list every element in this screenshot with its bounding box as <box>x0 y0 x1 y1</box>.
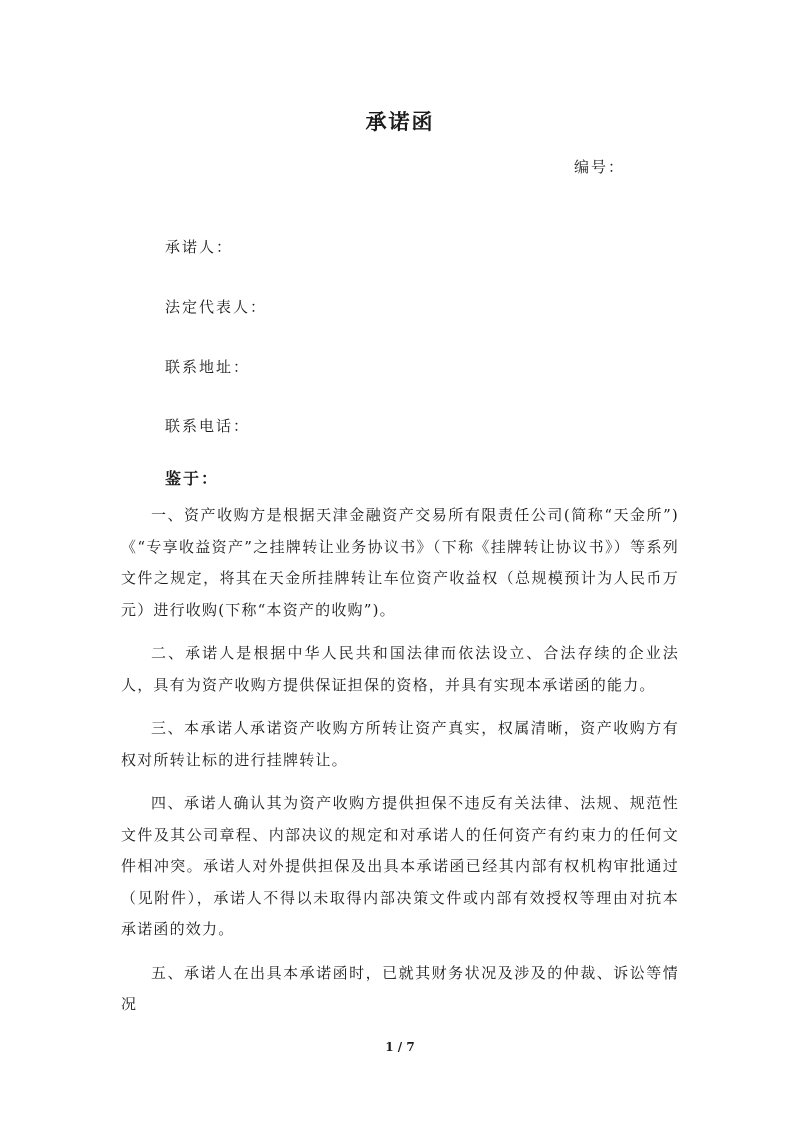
paragraph-3: 三、本承诺人承诺资产收购方所转让资产真实，权属清晰，资产收购方有权对所转让标的进行挂牌转让。 <box>121 719 679 769</box>
serial-number-label: 编号： <box>574 158 626 176</box>
document-title: 承诺函 <box>365 109 435 134</box>
page-number: 1 / 7 <box>385 1040 415 1054</box>
paragraph-1: 一、资产收购方是根据天津金融资产交易所有限责任公司(简称“天金所”)《“专享收益资产”之挂牌转让业务协议书》（下称《挂牌转让协议书》）等系列文件之规定，将其在天金所挂牌转让车位资产收益权（总规模预计为人民币万元）进行收购(下称“本资产的收购”)。 <box>121 506 679 619</box>
paragraph-4: 四、承诺人确认其为资产收购方提供担保不违反有关法律、法规、规范性文件及其公司章程、内部决议的规定和对承诺人的任何资产有约束力的任何文件相冲突。承诺人对外提供担保及出具本承诺函已经其内部有权机构审批通过（见附件），承诺人不得以未取得内部决策文件或内部有效授权等理由对抗本承诺函的效力。 <box>121 794 679 938</box>
paragraph-2: 二、承诺人是根据中华人民共和国法律而依法设立、合法存续的企业法人，具有为资产收购方提供保证担保的资格，并具有实现本承诺函的能力。 <box>121 644 679 694</box>
legal-representative-field: 法定代表人： <box>165 298 268 316</box>
contact-phone-field: 联系电话： <box>165 417 251 435</box>
document-body <box>121 500 679 1033</box>
promisor-field: 承诺人： <box>165 238 234 256</box>
contact-address-field: 联系地址： <box>165 358 251 376</box>
paragraph-5: 五、承诺人在出具本承诺函时，已就其财务状况及涉及的仲裁、诉讼等情况 <box>121 963 679 1013</box>
whereas-heading: 鉴于： <box>165 469 220 488</box>
